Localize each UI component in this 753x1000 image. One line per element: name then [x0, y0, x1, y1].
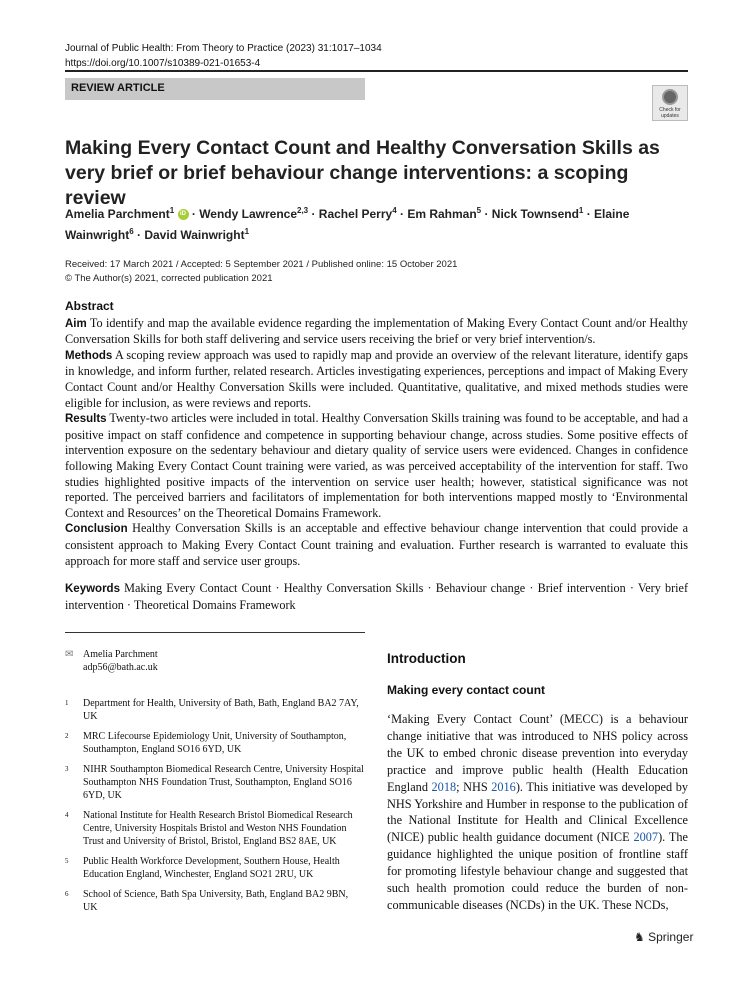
affiliation-item: [65, 888, 365, 914]
affiliation-number: 2: [65, 732, 69, 740]
author-affiliation-number: 1: [244, 227, 250, 236]
publication-dates: [65, 258, 457, 286]
affiliation-text: Department for Health, University of Bath, Bath, England BA2 7AY, UK: [83, 698, 359, 722]
page-title: Making Every Contact Count and Healthy Conversation Skills as very brief or brief behaviour change interventions: a scoping review: [65, 137, 660, 209]
author-name[interactable]: Amelia Parchment: [65, 207, 170, 221]
abstract: [65, 299, 688, 569]
introduction-heading: Introduction: [387, 651, 466, 666]
check-updates-label: Check for updates: [659, 107, 681, 119]
affiliation-text: MRC Lifecourse Epidemiology Unit, University of Southampton, Southampton, England SO16 6YD, UK: [83, 731, 347, 755]
affiliations: [65, 697, 365, 921]
author-affiliation-number: 1: [169, 206, 175, 215]
author-affiliation-number: 4: [392, 206, 397, 215]
affiliation-text: National Institute for Health Research Bristol Biomedical Research Centre, University Hospitals Bristol and Weston NHS Foundation Trust and University of Bristol, Bristol, England BS2 8AE, UK: [83, 810, 353, 847]
corresponding-author: Amelia Parchment: [83, 649, 158, 660]
bookmark-icon: [662, 89, 678, 105]
abstract-heading: Abstract: [65, 299, 114, 313]
affiliation-number: 4: [65, 811, 69, 819]
affiliation-text: Public Health Workforce Development, Southern House, Health Education England, Winchester, England SO21 2RU, UK: [83, 856, 340, 880]
methods-text: A scoping review approach was used to rapidly map and provide an overview of the relevant literature, identify gaps in knowledge, and inform further, related research. Articles investigating experiences, perceptions and impact of Making Every Contact Count and/or Healthy Conversation Skills were included. Quantitative, qualitative, and mixed methods studies were eligible for inclusion, as were reviews and reports.: [65, 347, 689, 410]
keywords-text: Making Every Contact Count · Healthy Conversation Skills · Behaviour change · Brief intervention · Very brief intervention · Theoretical Domains Framework: [65, 581, 688, 612]
affiliation-number: 5: [65, 857, 69, 865]
check-for-updates-badge[interactable]: [652, 85, 688, 121]
author-list: [65, 202, 690, 244]
aim-label: Aim: [65, 317, 87, 330]
aim-text: To identify and map the available evidence regarding the implementation of Making Every Contact Count and/or Healthy Conversation Skills for both staff delivering and service users receiving the brief or very brief intervention/s.: [65, 315, 689, 347]
author-name[interactable]: Em Rahman: [407, 207, 477, 221]
affiliation-text: School of Science, Bath Spa University, Bath, England BA2 9BN, UK: [83, 889, 349, 913]
article-type-banner: REVIEW ARTICLE: [65, 78, 365, 100]
author-separator: ·: [396, 207, 408, 221]
author-separator: ·: [133, 228, 145, 242]
header-rule: [65, 70, 688, 72]
conclusion-label: Conclusion: [65, 523, 128, 536]
affiliation-number: 6: [65, 890, 69, 898]
conclusion-text: Healthy Conversation Skills is an acceptable and effective behaviour change intervention that could provide a consistent approach to Making Every Contact Count training and evaluation. Further research is warranted to evaluate this approach for more staff and service user groups.: [65, 521, 689, 568]
affiliation-number: 1: [65, 699, 69, 707]
abstract-results: [65, 411, 688, 521]
affiliation-item: [65, 855, 365, 881]
envelope-icon: ✉: [65, 649, 74, 660]
springer-horse-icon: ♞: [634, 930, 649, 944]
doi-link[interactable]: https://doi.org/10.1007/s10389-021-01653-4: [65, 58, 261, 69]
dates-line: Received: 17 March 2021 / Accepted: 5 September 2021 / Published online: 15 October 2021: [65, 259, 458, 270]
methods-label: Methods: [65, 349, 113, 362]
author-name[interactable]: Nick Townsend: [491, 207, 579, 221]
copyright-line: © The Author(s) 2021, corrected publication 2021: [65, 273, 273, 284]
author-separator: ·: [308, 207, 319, 221]
abstract-conclusion: [65, 521, 688, 569]
citation-link[interactable]: 2018: [431, 779, 457, 794]
introduction-section: [387, 651, 688, 914]
results-label: Results: [65, 413, 107, 426]
affiliation-item: [65, 763, 365, 802]
author-affiliation-number: 1: [578, 206, 584, 215]
affiliation-item: [65, 697, 365, 723]
orcid-icon[interactable]: iD: [178, 209, 189, 220]
affiliation-number: 3: [65, 765, 69, 773]
author-affiliation-number: 2,3: [297, 206, 309, 215]
citation-link[interactable]: 2007: [633, 830, 659, 845]
affiliation-item: [65, 730, 365, 756]
author-separator: ·: [481, 207, 492, 221]
abstract-aim: [65, 316, 688, 348]
publisher-name: Springer: [648, 930, 694, 944]
author-name[interactable]: David Wainwright: [144, 228, 245, 242]
publisher-logo: [634, 930, 693, 944]
email-link[interactable]: adp56@bath.ac.uk: [83, 662, 158, 673]
results-text: Twenty-two articles were included in total. Healthy Conversation Skills training was found to be acceptable, and had a positive impact on staff confidence and competence in supporting behaviour change, across studies. Some positive effects of intervention exposure on the sedentary behaviour and dietary quality of service users were evidenced. Changes in confidence following Making Every Contact Count training were varied, as was perceived acceptability of the intervention for staff. Two studies highlighted positive impacts of the intervention on service user health; however, statistical significance was not reported. The perceived barriers and facilitators of implementation for both interventions mapped mostly to ‘Environmental Context and Resources’ on the Theoretical Domains Framework.: [65, 411, 688, 520]
author-affiliation-number: 5: [476, 206, 482, 215]
subsection-heading: Making every contact count: [387, 683, 546, 697]
citation-link[interactable]: 2016: [491, 779, 516, 794]
keywords: [65, 580, 688, 613]
footnote-rule: [65, 632, 365, 633]
journal-header: [65, 41, 382, 71]
abstract-methods: [65, 348, 688, 411]
keywords-label: Keywords: [65, 583, 120, 595]
correspondence: [65, 648, 158, 674]
affiliation-item: [65, 809, 365, 848]
author-separator: ·: [583, 207, 595, 221]
author-name[interactable]: Elaine Wainwright: [65, 207, 630, 242]
author-affiliation-number: 6: [129, 227, 134, 236]
author-name[interactable]: Rachel Perry: [318, 207, 393, 221]
introduction-paragraph: ‘Making Every Contact Count’ (MECC) is a behaviour change initiative that was introduced to NHS policy across the UK to embed chronic disease prevention into everyday practice and improve public health (Health Education England 2018; NHS 2016). This initiative was developed by NHS Yorkshire and Humber in response to the publication of the National Institute for Health and Clinical Excellence (NICE) public health guidance document (NICE 2007). The guidance highlighted the unique position of frontline staff for promoting lifestyle behaviour change and suggested that such health promotion could reduce the burden of non-communicable diseases (NCDs) in the UK. These NCDs,: [387, 712, 689, 912]
author-separator: ·: [188, 207, 200, 221]
journal-citation: Journal of Public Health: From Theory to Practice (2023) 31:1017–1034: [65, 43, 382, 54]
author-name[interactable]: Wendy Lawrence: [199, 207, 297, 221]
affiliation-text: NIHR Southampton Biomedical Research Centre, University Hospital Southampton NHS Foundation Trust, Southampton, England SO16 6YD, UK: [83, 764, 364, 801]
